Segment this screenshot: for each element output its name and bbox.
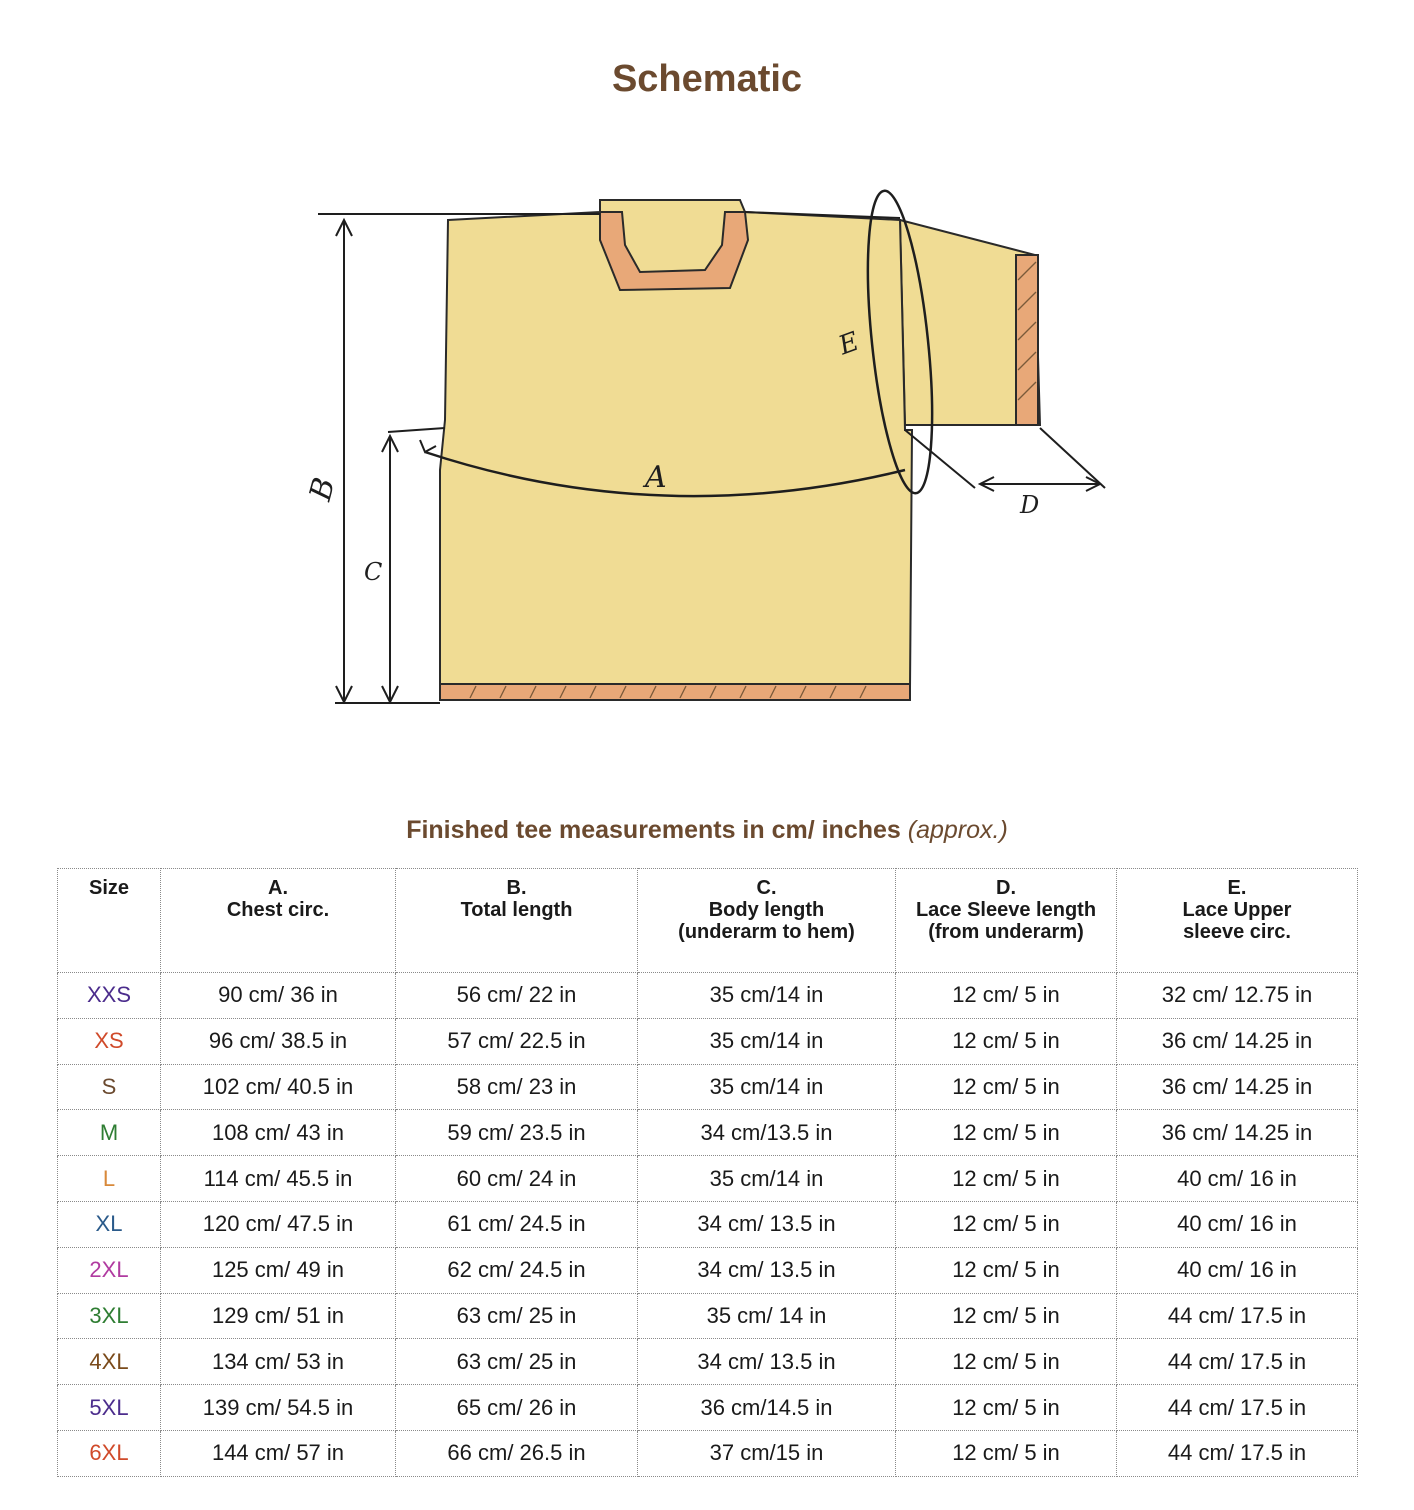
column-header — [58, 869, 161, 973]
measurement-cell: 134 cm/ 53 in — [161, 1339, 396, 1385]
measurement-cell: 34 cm/ 13.5 in — [638, 1247, 896, 1293]
column-header-l1: Lace Upper — [1182, 899, 1292, 921]
column-header-letter: A. — [268, 877, 288, 899]
measurement-cell: 35 cm/ 14 in — [638, 1293, 896, 1339]
column-header-letter: C. — [756, 877, 777, 899]
size-cell: XL — [58, 1201, 161, 1247]
measurement-cell: 139 cm/ 54.5 in — [161, 1385, 396, 1431]
measurement-cell: 12 cm/ 5 in — [896, 1293, 1117, 1339]
measurement-cell: 59 cm/ 23.5 in — [396, 1110, 638, 1156]
column-header-l1: Body length — [708, 899, 825, 921]
measurement-cell: 90 cm/ 36 in — [161, 973, 396, 1019]
measurements-table — [57, 868, 1358, 1477]
page-title: Schematic — [611, 58, 803, 100]
measurement-cell: 44 cm/ 17.5 in — [1117, 1339, 1358, 1385]
measurement-cell: 12 cm/ 5 in — [896, 973, 1117, 1019]
measurement-cell: 63 cm/ 25 in — [396, 1339, 638, 1385]
measurement-cell: 102 cm/ 40.5 in — [161, 1064, 396, 1110]
column-header — [1117, 869, 1358, 973]
measurement-cell: 114 cm/ 45.5 in — [161, 1156, 396, 1202]
table-body — [58, 973, 1358, 1477]
label-a: A — [645, 460, 667, 495]
measurement-cell: 56 cm/ 22 in — [396, 973, 638, 1019]
measurement-cell: 32 cm/ 12.75 in — [1117, 973, 1358, 1019]
measurement-cell: 12 cm/ 5 in — [896, 1156, 1117, 1202]
label-b: B — [302, 473, 343, 505]
measurement-cell: 40 cm/ 16 in — [1117, 1247, 1358, 1293]
size-cell: S — [58, 1064, 161, 1110]
caption-note: (approx.) — [907, 816, 1008, 844]
measurement-cell: 34 cm/13.5 in — [638, 1110, 896, 1156]
size-cell: 5XL — [58, 1385, 161, 1431]
measurement-cell: 61 cm/ 24.5 in — [396, 1201, 638, 1247]
measurement-cell: 44 cm/ 17.5 in — [1117, 1430, 1358, 1476]
measurement-cell: 37 cm/15 in — [638, 1430, 896, 1476]
measurement-cell: 35 cm/14 in — [638, 973, 896, 1019]
measurement-cell: 129 cm/ 51 in — [161, 1293, 396, 1339]
column-header — [638, 869, 896, 973]
size-cell: XXS — [58, 973, 161, 1019]
label-d: D — [1020, 491, 1040, 519]
measurement-cell: 144 cm/ 57 in — [161, 1430, 396, 1476]
measurement-cell: 35 cm/14 in — [638, 1018, 896, 1064]
table-row — [58, 1064, 1358, 1110]
measurement-cell: 40 cm/ 16 in — [1117, 1156, 1358, 1202]
column-header-l2: (from underarm) — [928, 921, 1084, 943]
measurement-cell: 96 cm/ 38.5 in — [161, 1018, 396, 1064]
table-row — [58, 1430, 1358, 1476]
measurement-cell: 58 cm/ 23 in — [396, 1064, 638, 1110]
measurement-cell: 34 cm/ 13.5 in — [638, 1201, 896, 1247]
measurement-cell: 12 cm/ 5 in — [896, 1064, 1117, 1110]
measurement-cell: 63 cm/ 25 in — [396, 1293, 638, 1339]
column-header-l2: sleeve circ. — [1183, 921, 1291, 943]
column-header-l1: Chest circ. — [226, 899, 330, 921]
table-header-row — [58, 869, 1358, 973]
measurement-cell: 40 cm/ 16 in — [1117, 1201, 1358, 1247]
size-cell: L — [58, 1156, 161, 1202]
measurement-cell: 12 cm/ 5 in — [896, 1201, 1117, 1247]
table-row — [58, 1339, 1358, 1385]
table-row — [58, 1110, 1358, 1156]
measurement-cell: 62 cm/ 24.5 in — [396, 1247, 638, 1293]
measurement-cell: 44 cm/ 17.5 in — [1117, 1293, 1358, 1339]
size-cell: 6XL — [58, 1430, 161, 1476]
table-row — [58, 1385, 1358, 1431]
table-caption — [0, 816, 1414, 845]
measurement-cell: 12 cm/ 5 in — [896, 1339, 1117, 1385]
measurement-cell: 60 cm/ 24 in — [396, 1156, 638, 1202]
size-cell: 4XL — [58, 1339, 161, 1385]
measurement-cell: 12 cm/ 5 in — [896, 1018, 1117, 1064]
measurement-cell: 44 cm/ 17.5 in — [1117, 1385, 1358, 1431]
measurement-cell: 35 cm/14 in — [638, 1064, 896, 1110]
column-header-l1: Size — [88, 877, 130, 899]
caption-main: Finished tee measurements in cm/ inches — [406, 816, 901, 844]
measurement-cell: 108 cm/ 43 in — [161, 1110, 396, 1156]
column-header-letter: B. — [506, 877, 527, 899]
label-c: C — [364, 558, 383, 586]
measurement-cell: 35 cm/14 in — [638, 1156, 896, 1202]
size-cell: 2XL — [58, 1247, 161, 1293]
measurement-cell: 65 cm/ 26 in — [396, 1385, 638, 1431]
label-e: E — [834, 326, 863, 362]
measurement-cell: 57 cm/ 22.5 in — [396, 1018, 638, 1064]
measurement-cell: 36 cm/ 14.25 in — [1117, 1110, 1358, 1156]
measurement-cell: 36 cm/ 14.25 in — [1117, 1064, 1358, 1110]
table-row — [58, 1156, 1358, 1202]
measurement-cell: 120 cm/ 47.5 in — [161, 1201, 396, 1247]
size-cell: XS — [58, 1018, 161, 1064]
table-row — [58, 1293, 1358, 1339]
size-cell: M — [58, 1110, 161, 1156]
measurement-cell: 66 cm/ 26.5 in — [396, 1430, 638, 1476]
table-row — [58, 1201, 1358, 1247]
hem-rib — [440, 684, 910, 700]
measurement-cell: 34 cm/ 13.5 in — [638, 1339, 896, 1385]
column-header-l1: Total length — [460, 899, 573, 921]
column-header — [896, 869, 1117, 973]
column-header — [161, 869, 396, 973]
column-header-l1: Lace Sleeve length — [915, 899, 1097, 921]
size-cell: 3XL — [58, 1293, 161, 1339]
column-header-letter: E. — [1227, 877, 1247, 899]
table-row — [58, 1247, 1358, 1293]
table-row — [58, 973, 1358, 1019]
measurement-cell: 12 cm/ 5 in — [896, 1430, 1117, 1476]
measurement-cell: 12 cm/ 5 in — [896, 1385, 1117, 1431]
measurement-cell: 36 cm/ 14.25 in — [1117, 1018, 1358, 1064]
measurement-cell: 36 cm/14.5 in — [638, 1385, 896, 1431]
measurement-cell: 12 cm/ 5 in — [896, 1110, 1117, 1156]
measurement-cell: 12 cm/ 5 in — [896, 1247, 1117, 1293]
column-header-letter: D. — [996, 877, 1016, 899]
column-header-l2: (underarm to hem) — [678, 921, 855, 943]
column-header — [396, 869, 638, 973]
table-row — [58, 1018, 1358, 1064]
measurement-cell: 125 cm/ 49 in — [161, 1247, 396, 1293]
tee-schematic-diagram — [300, 180, 1160, 750]
